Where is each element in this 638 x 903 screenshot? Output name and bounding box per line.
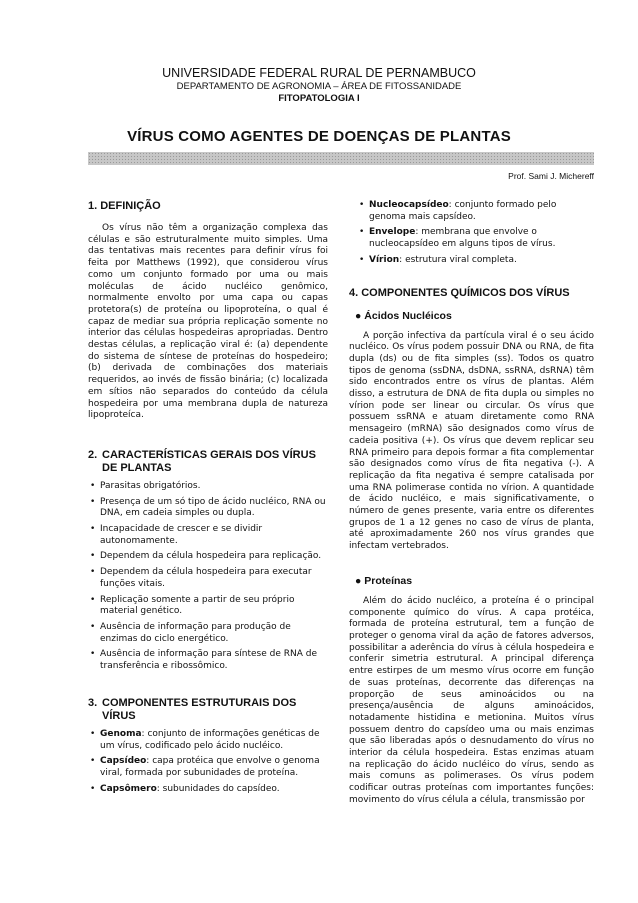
bullet-icon: • [90, 649, 96, 660]
bullet-icon: • [90, 783, 96, 794]
bullet-icon: • [359, 254, 365, 265]
definition-paragraph [88, 223, 328, 422]
subheading-proteinas: ● Proteínas [355, 574, 413, 587]
section-heading-caracteristicas [88, 449, 328, 475]
bullet-icon: • [90, 728, 96, 739]
term-description: : conjunto formado pelo genoma mais capsídeo. [369, 200, 557, 222]
bullet-icon: • [90, 621, 96, 632]
structural-components-list-continued [349, 200, 594, 267]
bullet-icon: • [90, 756, 96, 767]
list-item: • Dependem da célula hospedeira para replicação. [90, 551, 322, 562]
subheading-acidos-nucleicos: ● Ácidos Nucléicos [355, 309, 452, 322]
term: Capsômero [100, 783, 157, 794]
heading-line-1: CARACTERÍSTICAS GERAIS DOS VÍRUS [102, 448, 316, 461]
nucleic-acids-paragraph [349, 331, 594, 553]
list-item: • Ausência de informação para produção de enzimas do ciclo energético. [90, 621, 291, 644]
heading-line-1: COMPONENTES ESTRUTURAIS DOS [102, 696, 297, 709]
document-header [0, 66, 638, 105]
list-item [357, 227, 594, 250]
section-heading-definicao: 1. DEFINIÇÃO [88, 200, 161, 212]
term: Genoma [100, 728, 142, 739]
list-item: • Presença de um só tipo de ácido nucléico, RNA ou DNA, em cadeia simples ou dupla. [90, 496, 326, 519]
bullet-icon: • [359, 200, 365, 210]
term-description: : estrutura viral completa. [399, 254, 517, 265]
author-name: Prof. Sami J. Michereff [508, 171, 594, 181]
nucleic-acids-text: A porção infectiva da partícula viral é o seu ácido nucléico. Os vírus podem possuir DNA ou RNA, de fita dupla (ds) ou de fita simples (ss). Todos os quatro tipos de genoma (ssDNA, dsDNA, ssRNA, dsRNA) têm sido encontrados entre os vírus de plantas. Além disso, a estrutura de DNA de fita dupla ou simples no vírion pode ser linear ou circular. Os vírus que possuem ssRNA e atuam diretamente como RNA mensageiro (mRNA) são designados como vírus de cadeia positiva (+). Os vírus que devem replicar seu RNA primeiro para depois formar a fita complementar são designados como vírus de fita negativa (-). A replicação da fita negativa é sempre catalisada por uma RNA polimerase contida no vírion. A quantidade de ácido nucléico, e mais significativamente, o número de genes presente, varia entre os diferentes grupos de 1 a 12 genes no caso de vírus de planta, até aproximadamente 260 nos vírus grandes que infectam vertebrados. [349, 330, 594, 552]
list-item [357, 200, 594, 223]
term-description: : subunidades do capsídeo. [156, 783, 280, 794]
section-number: 3. [88, 696, 98, 709]
bullet-icon: • [359, 227, 365, 238]
bullet-icon: • [90, 480, 96, 491]
term: Nucleocapsídeo [369, 200, 449, 210]
bullet-icon: • [90, 496, 96, 507]
list-item: • Ausência de informação para síntese de RNA de transferência e ribossômico. [90, 649, 317, 672]
term: Vírion [369, 254, 400, 265]
proteins-text: Além do ácido nucléico, a proteína é o principal componente químico do vírus. A capa protéica, formada de proteína estrutural, tem a função de proteger o genoma viral da ação de fatores adversos, possibilitar a aderência do vírus à célula hospedeira e conferir simetria estrutural. A principal diferença entre estirpes de um mesmo vírus ocorre em função de suas proteínas, decorrente das diferenças na proporção de seus aminoácidos ou na presença/ausência de alguns aminoácidos, notadamente histidina e metionina. Muitos vírus possuem dentro do capsídeo uma ou mais enzimas que são liberadas após o desnudamento do vírus no interior da célula hospedeira. Estas enzimas atuam na replicação do ácido nucléico do vírus, sendo as mais comuns as polimerases. Os vírus podem codificar outras proteínas com importantes funções: movimento do vírus célula a célula, transmissão por [349, 595, 594, 805]
list-item: • Dependem da célula hospedeira para executar funções vitais. [90, 567, 312, 589]
term: Envelope [369, 227, 416, 238]
list-item [357, 255, 594, 267]
list-item: • Parasitas obrigatórios. [90, 480, 201, 491]
bullet-icon: ● [355, 574, 365, 587]
title-divider-band [88, 152, 594, 165]
university-name: UNIVERSIDADE FEDERAL RURAL DE PERNAMBUCO [162, 66, 476, 80]
list-item [88, 729, 328, 752]
right-column [349, 200, 594, 807]
bullet-icon: ● [355, 309, 365, 322]
term-description: : membrana que envolve o nucleocapsídeo em alguns tipos de vírus. [369, 227, 556, 250]
characteristics-list [88, 481, 328, 673]
section-number: 2. [88, 448, 98, 461]
term-description: : conjunto de informações genéticas de um vírus, codificado pelo ácido nucléico. [100, 728, 320, 751]
section-heading-componentes-estruturais [88, 697, 328, 723]
proteins-paragraph [349, 596, 594, 807]
term-description: : capa protéica que envolve o genoma viral, formada por subunidades de proteína. [100, 756, 320, 778]
list-item: • Incapacidade de crescer e se dividir autonomamente. [90, 524, 263, 546]
definition-text: Os vírus não têm a organização complexa das células e são estruturalmente muito simples. Uma das tentativas mais recentes para definir vírus foi feita por Matthews (1992), que considerou vírus como um conjunto formado por uma ou mais moléculas de ácido nucléico genômico, normalmente envolto por uma capa ou capas protetora(s) de proteína ou lipoproteína, o qual é capaz de mediar sua própria replicação somente no interior das células hospedeiras apropriadas. Dentro destas células, a replicação viral é: (a) dependente do sistema de síntese de proteínas do hospedeiro; (b) derivada de combinações dos materiais requeridos, ao invés de fissão binária; (c) localizada em sítios não separados do conteúdo da célula hospedeira por uma membrana dupla de natureza lipoproteíca. [88, 223, 328, 421]
bullet-icon: • [90, 567, 96, 578]
section-heading-componentes-quimicos: 4. COMPONENTES QUÍMICOS DOS VÍRUS [349, 286, 570, 299]
bullet-icon: • [90, 524, 96, 535]
bullet-icon: • [90, 594, 96, 605]
list-item: • Replicação somente a partir de seu próprio material genético. [90, 594, 295, 617]
list-item [88, 756, 328, 779]
left-column [88, 200, 328, 799]
structural-components-list [88, 729, 328, 796]
heading-line-2: DE PLANTAS [102, 461, 172, 474]
heading-line-2: VÍRUS [102, 709, 136, 722]
term: Capsídeo [100, 756, 147, 767]
bullet-icon: • [90, 551, 96, 562]
document-title: VÍRUS COMO AGENTES DE DOENÇAS DE PLANTAS [127, 128, 511, 145]
department-name: DEPARTAMENTO DE AGRONOMIA – ÁREA DE FITOSSANIDADE [176, 81, 462, 92]
discipline-name: FITOPATOLOGIA I [278, 93, 360, 104]
list-item [88, 784, 328, 796]
